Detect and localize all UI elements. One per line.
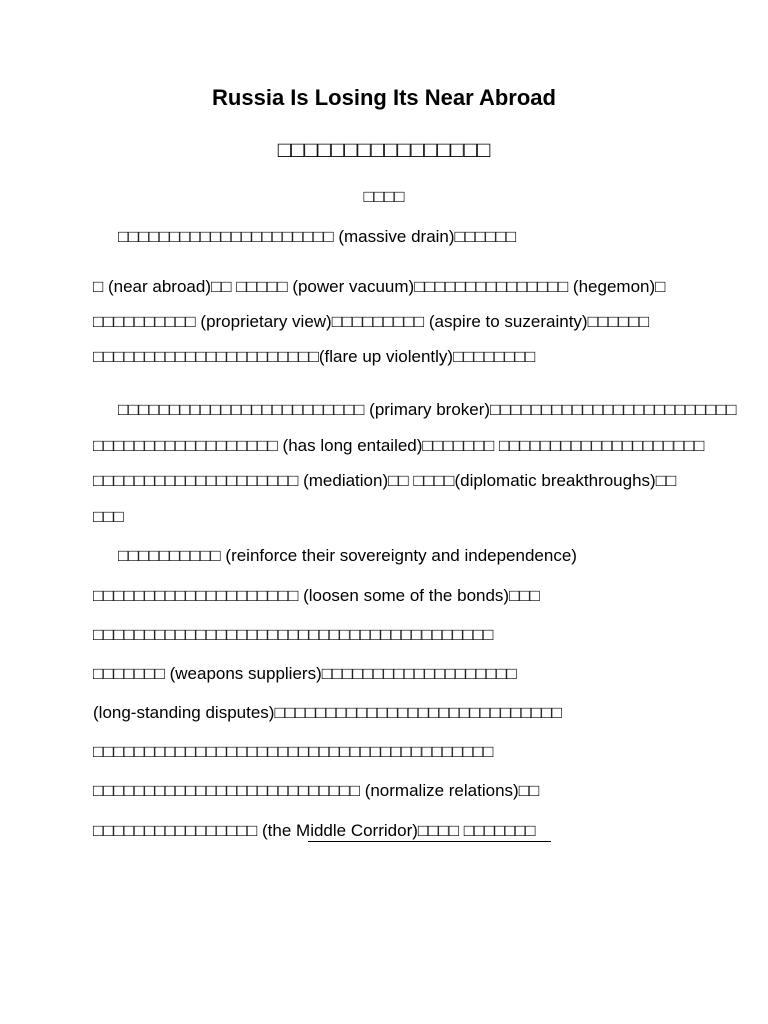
text-line: □□□□□□□□□□□□□□□□□□□□□□□□□□ (normalize relations)□□ [93, 781, 540, 800]
text-line: □□□□□□□□□□□□□□□□□□□□ (mediation)□□ □□□□(diplomatic breakthroughs)□□ [93, 471, 677, 490]
text-line: □□□ [93, 507, 124, 526]
text-line: □□□□□□□□□□□□□□□□□□□□□ (massive drain)□□□□□□ [118, 227, 517, 246]
text-line: □□□□□□□□□□ (reinforce their sovereignty and independence) [118, 546, 577, 565]
document-title: Russia Is Losing Its Near Abroad [212, 85, 556, 110]
text-line: □□□□□□□ (weapons suppliers)□□□□□□□□□□□□□□□□□□□ [93, 664, 517, 683]
text-line: □□□□□□□□□□□□□□□□□□□□□□(flare up violently)□□□□□□□□ [93, 347, 536, 366]
text-line: (long-standing disputes)□□□□□□□□□□□□□□□□□□□□□□□□□□□□ [93, 703, 562, 722]
text-line: □□□□□□□□□□□□□□□□□□□□□□□□□□□□□□□□□□□□□□□ [93, 742, 494, 761]
text-line: □ (near abroad)□□ □□□□□ (power vacuum)□□□□□□□□□□□□□□□ (hegemon)□ [93, 277, 666, 296]
text-line: □□□□□□□□□□□□□□□□□□□□□□□□□□□□□□□□□□□□□□□ [93, 625, 494, 644]
text-line: □□□□□□□□□□□□□□□□□□□□ (loosen some of the bonds)□□□ [93, 586, 540, 605]
underline-rule [308, 841, 551, 842]
text-line: □□□□□□□□□□□□□□□□□□ (has long entailed)□□□□□□□ □□□□□□□□□□□□□□□□□□□□ [93, 436, 705, 455]
text-line: □□□□□□□□□□□□□□□□ (the Middle Corridor)□□□□ □□□□□□□ [93, 821, 536, 840]
document-subtitle: □□□□□□□□□□□□□□□□ [277, 137, 491, 162]
text-line: □□□□□□□□□□ (proprietary view)□□□□□□□□□ (aspire to suzerainty)□□□□□□ [93, 312, 650, 331]
document-byline: □□□□ [363, 187, 405, 206]
text-line: □□□□□□□□□□□□□□□□□□□□□□□□ (primary broker)□□□□□□□□□□□□□□□□□□□□□□□□ [118, 400, 737, 419]
